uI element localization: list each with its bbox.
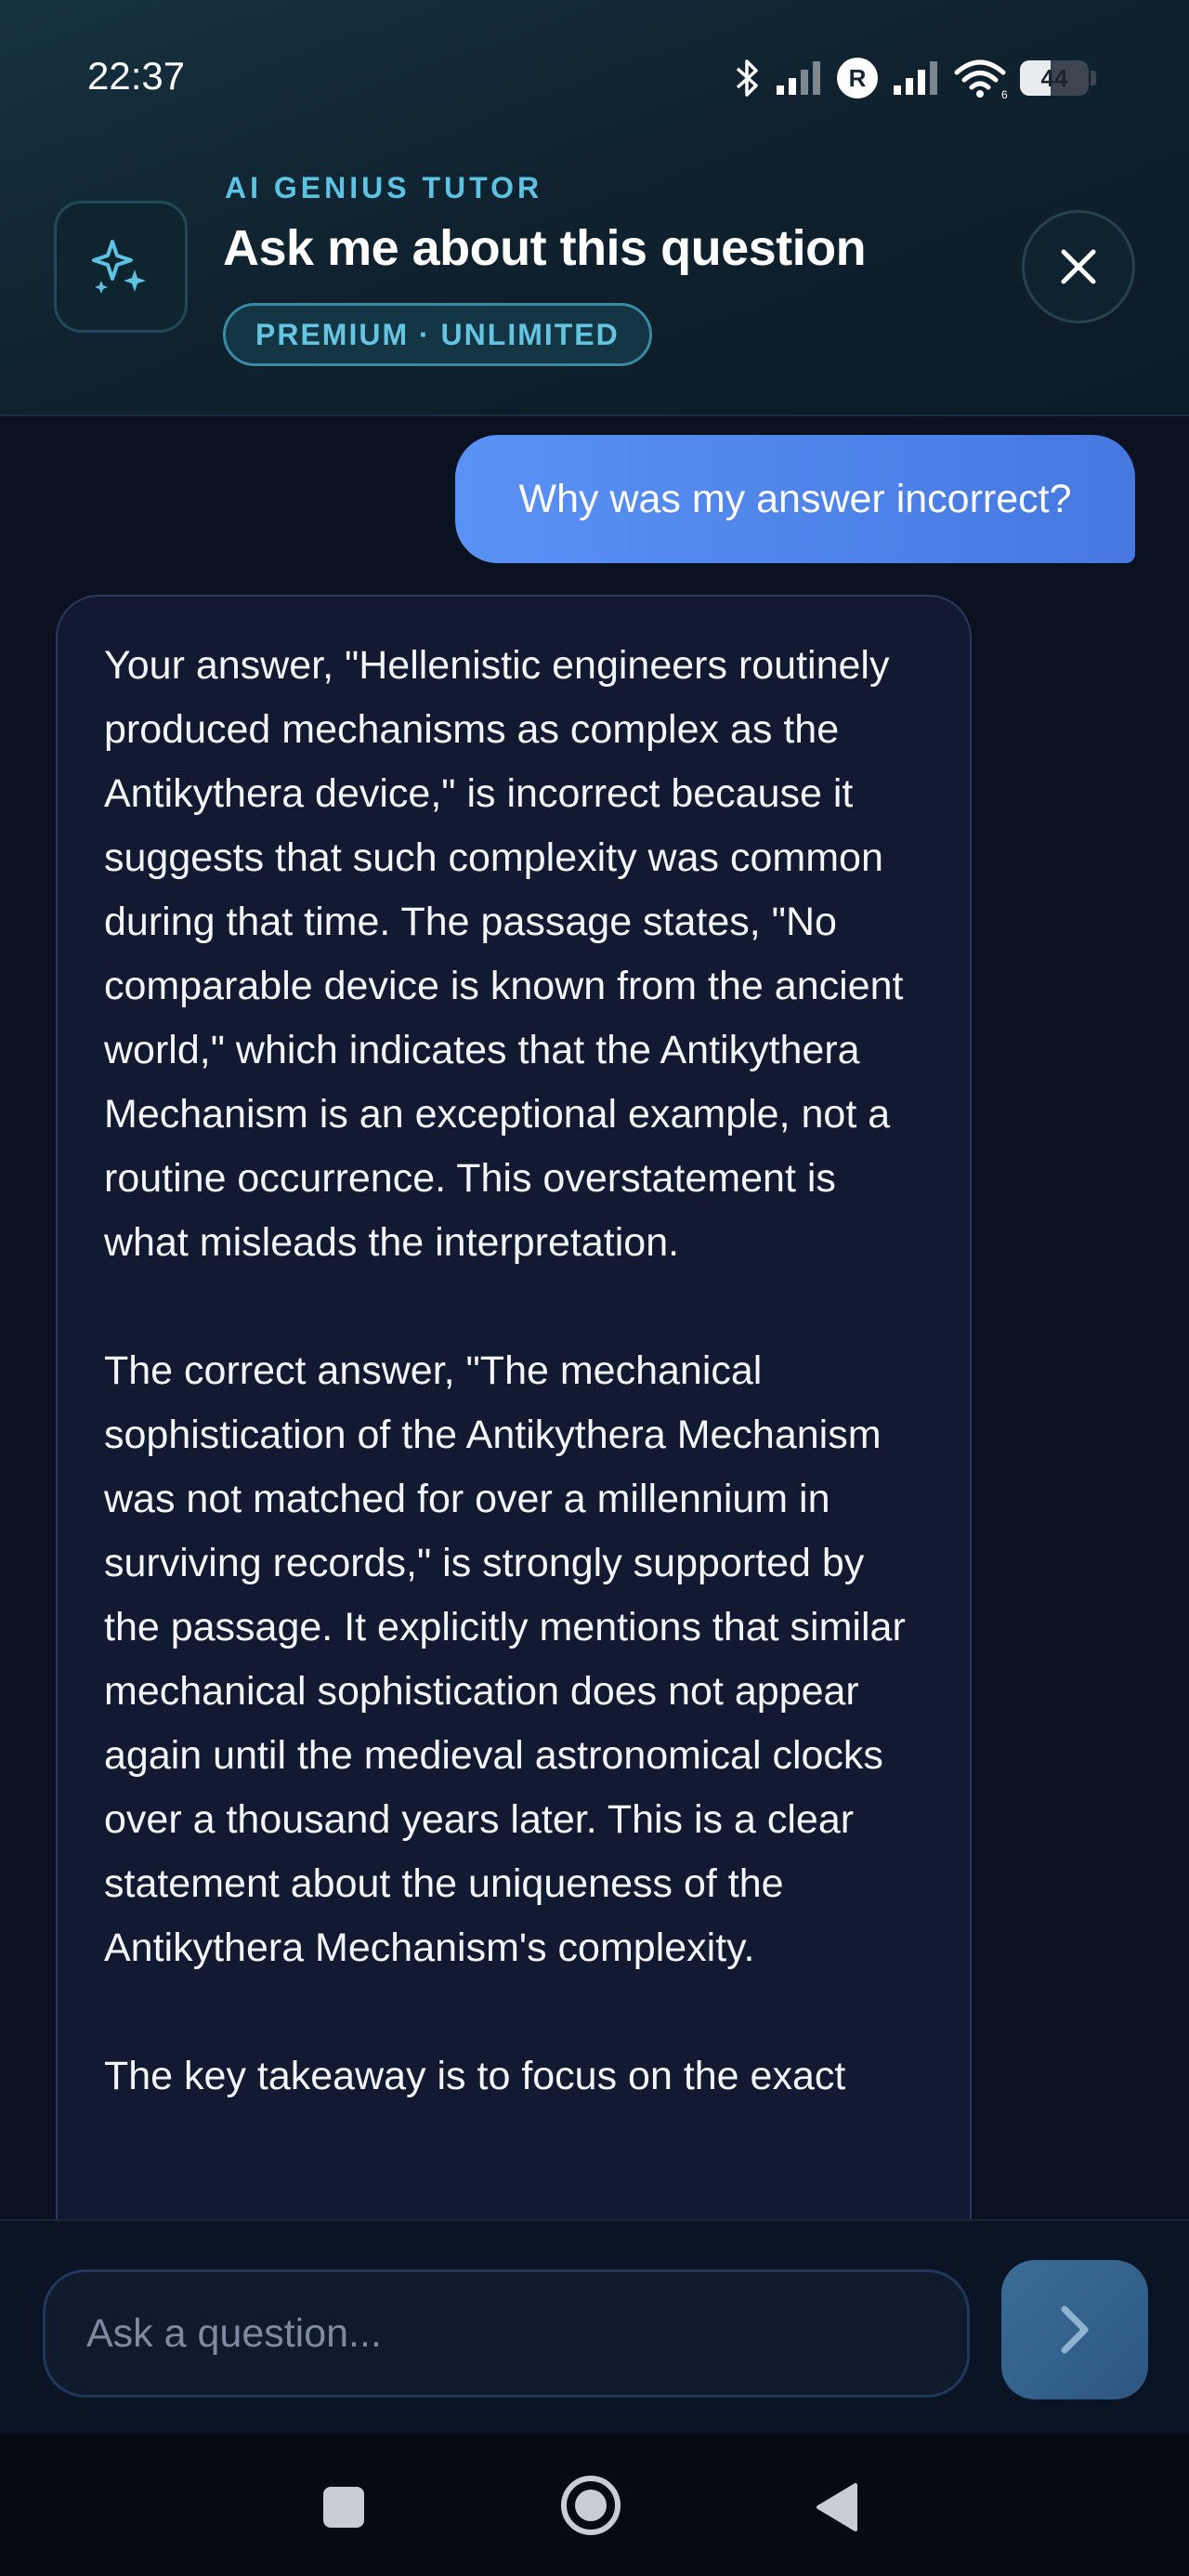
- triangle-back-icon: [813, 2481, 859, 2533]
- composer-bar: [0, 2219, 1189, 2433]
- close-icon: [1058, 246, 1099, 287]
- battery-level: 44: [1040, 63, 1068, 92]
- system-nav-bar: [0, 2433, 1189, 2576]
- chat-thread[interactable]: [0, 418, 1189, 2219]
- ask-question-input[interactable]: [43, 2269, 970, 2398]
- r-badge-icon: [836, 57, 879, 99]
- square-recents-icon: [321, 2485, 366, 2530]
- plan-badge: PREMIUM · UNLIMITED: [223, 303, 652, 366]
- tutor-header: [0, 0, 1189, 416]
- app-logo: [54, 201, 188, 333]
- ai-paragraph: Your answer, "Hellenistic engineers routinely produced mechanisms as complex as the Antikythera device," is incorrect because it suggests that such complexity was common during that time. The passage states, "No comparable device is known from the ancient world," which indicates that the Antikythera Mechanism is an exceptional example, not a routine occurrence. This overstatement is what misleads the interpretation.: [104, 643, 904, 1265]
- status-icons: [734, 52, 1096, 104]
- header-eyebrow: AI GENIUS TUTOR: [225, 171, 543, 204]
- ai-paragraph: The correct answer, "The mechanical sophistication of the Antikythera Mechanism was not matched for over a millennium in surviving records," is strongly supported by the passage. It explicitly mentions that similar mechanical sophistication does not appear again until the medieval astronomical clocks over a thousand years later. This is a clear statement about the uniqueness of the Antikythera Mechanism's complexity.: [104, 1348, 906, 1970]
- signal-icon: [775, 59, 823, 97]
- back-button[interactable]: [799, 2470, 873, 2544]
- signal-icon: [892, 59, 940, 97]
- recents-button[interactable]: [307, 2470, 381, 2544]
- ai-message-bubble: [56, 595, 972, 2360]
- svg-text:R: R: [848, 64, 867, 92]
- wifi-icon: [953, 58, 1007, 99]
- send-button[interactable]: [1001, 2260, 1148, 2399]
- svg-text:6: 6: [1001, 88, 1008, 101]
- sparkles-icon: [88, 234, 153, 299]
- user-message-bubble: Why was my answer incorrect?: [455, 435, 1135, 563]
- circle-home-icon: [559, 2474, 622, 2537]
- close-button[interactable]: [1022, 210, 1135, 323]
- home-button[interactable]: [554, 2466, 628, 2544]
- chevron-right-icon: [1052, 2302, 1098, 2358]
- battery-icon: [1020, 60, 1089, 96]
- bluetooth-icon: [734, 58, 762, 99]
- ai-paragraph: The key takeaway is to focus on the exact: [104, 2054, 846, 2098]
- status-time: 22:37: [87, 54, 186, 98]
- page-title: Ask me about this question: [223, 220, 867, 276]
